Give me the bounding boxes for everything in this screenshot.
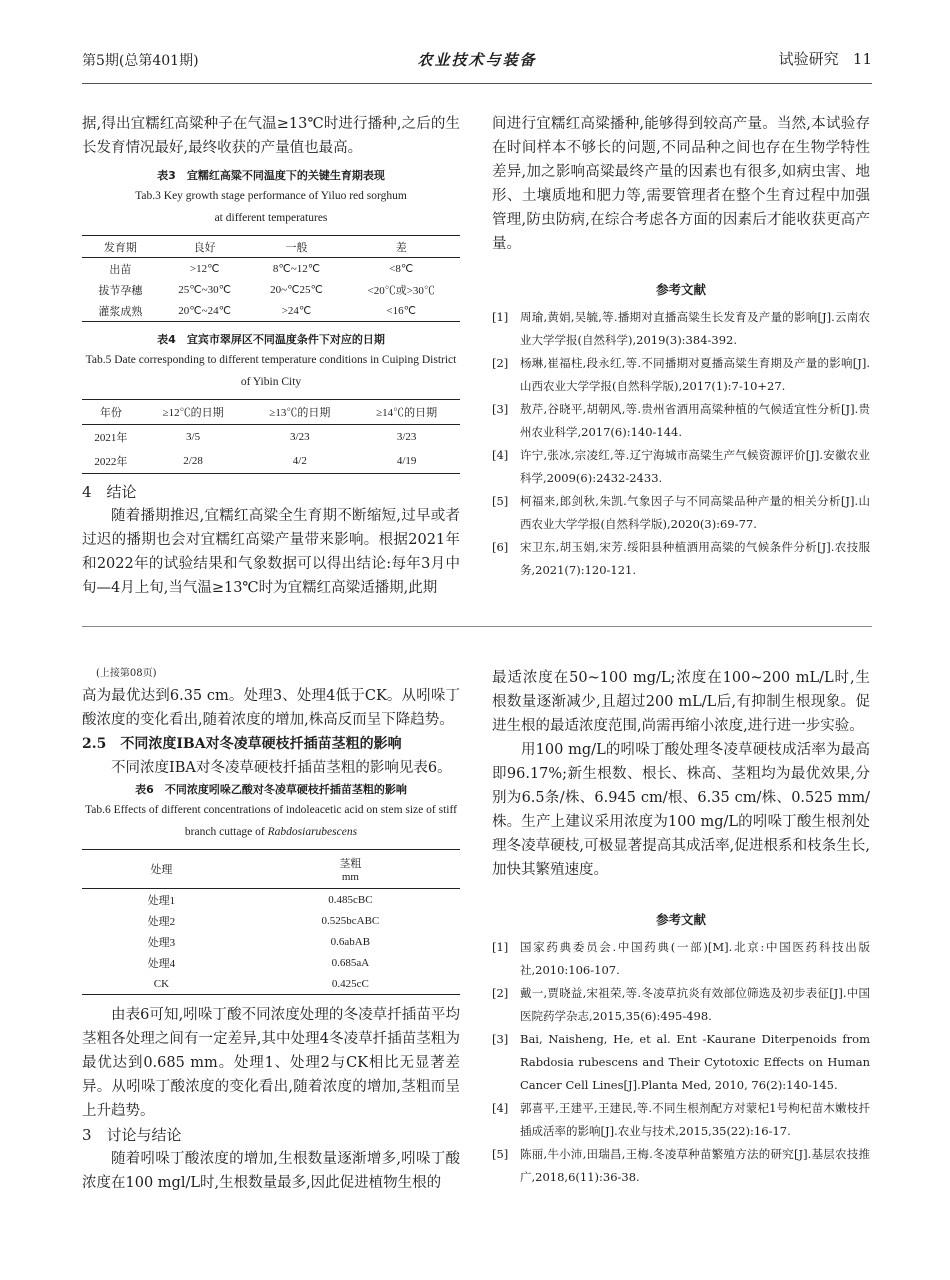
article-separator [82,626,872,627]
reference-text: 宋卫东,胡玉娟,宋芳.绥阳县种植酒用高粱的气候条件分析[J].农技服务,2021(7):120-121. [520,540,870,577]
table3-row [82,300,460,322]
table3-header: 差 [395,241,407,254]
reference-item [492,536,870,582]
reference-item [492,1143,870,1189]
reference-item [492,352,870,398]
top-left-paragraph-1: 据,得出宜糯红高粱种子在气温≥13℃时进行播种,之后的生长发育情况最好,最终收获的产量值也最高。 [82,116,460,156]
table6-row [82,931,460,952]
table3-cell: 25℃~30℃ [178,284,231,296]
table6-cell: 处理2 [147,915,176,928]
reference-text: 国家药典委员会.中国药典(一部)[M].北京:中国医药科技出版社,2010:106-107. [520,940,870,977]
reference-item [492,444,870,490]
table4-row [82,425,460,450]
table3-cell: >24℃ [281,305,312,317]
bottom-left-paragraph-3: 由表6可知,吲哚丁酸不同浓度处理的冬凌草扦插苗平均茎粗各处理之间有一定差异,其中处理4冬凌草扦插苗茎粗为最优达到0.685 mm。处理1、处理2与CK相比无显著差异。从吲哚丁酸浓度的变化看出,随着浓度的增加,茎粗而呈上升趋势。 [82,1007,460,1119]
table3-header: 一般 [285,241,308,254]
table6-caption-en-2-text: branch cuttage of [184,826,268,838]
reference-item [492,490,870,536]
table4-cell: 3/5 [186,431,201,443]
top-right-paragraph: 间进行宜糯红高粱播种,能够得到较高产量。当然,本试验存在时间样本不够长的问题,不同品种之间也存在生物学特性差异,加之影响高粱最终产量的因素也有很多,如病虫害、地形、土壤质地和肥力等,需要管理者在整个生育过程中加强管理,防虫防病,在综合考虑各方面的因素后才能收获更高产量。 [492,116,870,252]
journal-title: 农业技术与装备 [417,51,537,69]
top-left-column [82,112,460,600]
table3-caption-en-2: at different temperatures [214,212,328,224]
table3-row [82,258,460,280]
table6-cell: 0.685aA [331,956,370,969]
reference-text: 许宁,张冰,宗凌红,等.辽宁海城市高粱生产气候资源评价[J].安徽农业科学,2009(6):2432-2433. [520,448,870,485]
reference-number: [1] [492,940,509,954]
reference-text: 柯福来,郎剑秋,朱凯.气象因子与不同高粱品种产量的相关分析[J].山西农业大学学报(自然科学版),2020(3):69-77. [520,494,870,531]
table6-header: 处理 [150,864,173,876]
reference-item [492,306,870,352]
table3-cell: >12℃ [189,263,220,275]
header-rule [82,83,872,84]
table3-cell: 拔节孕穗 [98,284,143,297]
table3-cell: <20℃或>30℃ [367,284,435,297]
table4-row [82,449,460,474]
top-left-paragraph-2: 随着播期推迟,宜糯红高粱全生育期不断缩短,过早或者过迟的播期也会对宜糯红高粱产量带来影响。根据2021年和2022年的试验结果和气象数据可以得出结论:每年3月中旬—4月上旬,当气温≥13℃时为宜糯红高粱适播期,此期 [82,508,460,596]
reference-text: 戴一,贾晓益,宋祖荣,等.冬凌草抗炎有效部位筛选及初步表征[J].中国医院药学杂志,2015,35(6):495-498. [520,986,870,1023]
table6-header-unit: mm [341,871,359,883]
references-title: 参考文献 [655,912,706,927]
reference-item [492,1097,870,1143]
reference-text: 周瑜,黄娟,吴毓,等.播期对直播高粱生长发育及产量的影响[J].云南农业大学学报(自然科学),2019(3):384-392. [520,310,870,347]
table6-cell: 处理1 [147,894,176,907]
subsection-2-5-heading: 2.5 不同浓度IBA对冬凌草硬枝扦插苗茎粗的影响 [82,736,402,752]
table4-header-row [82,400,460,425]
table4-cell: 4/2 [292,455,307,467]
bottom-left-paragraph-1: 高为最优达到6.35 cm。处理3、处理4低于CK。从吲哚丁酸浓度的变化看出,随着浓度的增加,株高反而呈下降趋势。 [82,688,460,728]
table4-caption-cn: 表4 宜宾市翠屏区不同温度条件下对应的日期 [157,333,385,346]
table6-header-row [82,850,460,889]
reference-number: [5] [492,494,509,508]
reference-number: [6] [492,540,509,554]
table4-cell: 4/19 [396,455,417,467]
table3-cell: <8℃ [389,263,414,275]
section-4-heading: 4 结论 [82,483,137,501]
table6-cell: 0.525bcABC [321,914,380,927]
table4-header: ≥13℃的日期 [269,407,331,419]
table3-caption-en-1: Tab.3 Key growth stage performance of Yiluo red sorghum [135,190,407,202]
table6-header-stem [241,850,460,889]
table4-header: 年份 [99,407,122,419]
reference-number: [1] [492,310,509,324]
table6-caption-en-1: Tab.6 Effects of different concentrations of indoleacetic acid on stem size of stiff [85,804,457,816]
page-header [82,50,872,72]
table3-cell: 8℃~12℃ [272,263,321,275]
table4-caption-en-1: Tab.5 Date corresponding to different temperature conditions in Cuiping District [85,354,457,366]
table3-header: 发育期 [103,241,137,254]
table4-cell: 2021年 [94,432,128,444]
table4-cell: 3/23 [290,431,310,443]
reference-number: [3] [492,1032,509,1046]
table4-header: ≥12℃的日期 [162,407,224,419]
table6-cell: 处理4 [147,957,176,970]
table3-cell: 出苗 [109,263,132,276]
table3-header: 良好 [193,241,216,254]
table3 [82,235,460,322]
table6-cell: 0.485cBC [328,893,373,906]
table3-cell: 20~℃25℃ [270,284,323,296]
bottom-right-column [492,666,870,1189]
reference-item [492,398,870,444]
table6-row [82,889,460,911]
table4-cell: 3/23 [396,431,417,443]
reference-item [492,1028,870,1097]
table3-cell: 灌浆成熟 [98,305,143,318]
page-number: 11 [852,50,872,68]
table6-caption-en-2 [82,821,460,843]
reference-number: [2] [492,356,509,370]
top-right-column [492,112,870,582]
issue-label: 第5期(总第401期) [82,53,199,69]
table6-cell: 处理3 [147,936,176,949]
table6-row [82,952,460,973]
table4-header: ≥14℃的日期 [376,407,438,419]
table3-cell: <16℃ [386,305,416,317]
reference-item [492,936,870,982]
references-title: 参考文献 [655,282,706,297]
table3-caption-cn: 表3 宜糯红高粱不同温度下的关键生育期表现 [157,169,385,182]
table4-caption-en-2: of Yibin City [240,376,302,388]
reference-item [492,982,870,1028]
bottom-left-column [82,664,460,1195]
section-3-heading: 3 讨论与结论 [82,1126,182,1144]
table6-cell: CK [153,977,170,990]
reference-text: 郭喜平,王建平,王建民,等.不同生根剂配方对蒙杞1号枸杞苗木嫩枝扦插成活率的影响[J].农业与技术,2015,35(22):16-17. [520,1101,870,1138]
bottom-left-paragraph-2: 不同浓度IBA对冬凌草硬枝扦插苗茎粗的影响见表6。 [111,760,452,776]
reference-number: [2] [492,986,509,1000]
table6-row [82,910,460,931]
table6-header: 茎粗 [339,858,362,870]
reference-text: 敖芹,谷晓平,胡朝风,等.贵州省酒用高粱种植的气候适宜性分析[J].贵州农业科学,2017(6):140-144. [520,402,870,439]
reference-number: [4] [492,448,509,462]
table6-caption-cn: 表6 不同浓度吲哚乙酸对冬凌草硬枝扦插苗茎粗的影响 [135,783,407,796]
reference-text: 陈丽,牛小沛,田瑞昌,王梅.冬凌草种苗繁殖方法的研究[J].基层农技推广,2018,6(11):36-38. [520,1147,870,1184]
reference-number: [4] [492,1101,509,1115]
bottom-right-paragraph-2: 用100 mg/L的吲哚丁酸处理冬凌草硬枝成活率为最高即96.17%;新生根数、根长、株高、茎粗均为最优效果,分别为6.5条/株、6.945 cm/根、6.35 cm/株、0.525 mm/株。生产上建议采用浓度为100 mg/L的吲哚丁酸生根剂处理冬凌草硬枝,可极显著提高其成活率,促进根系和枝条生长,加快其繁殖速度。 [492,742,870,878]
bottom-right-paragraph-1: 最适浓度在50~100 mg/L;浓度在100~200 mL/L时,生根数量逐渐减少,且超过200 mL/L后,有抑制生根现象。促进生根的最适浓度范围,尚需再缩小浓度,进行进一步实验。 [492,670,870,734]
reference-number: [5] [492,1147,509,1161]
table6-row [82,973,460,995]
table4 [82,399,460,474]
table3-cell: 20℃~24℃ [178,305,231,317]
table4-cell: 2022年 [94,456,128,468]
bottom-left-paragraph-4: 随着吲哚丁酸浓度的增加,生根数量逐渐增多,吲哚丁酸浓度在100 mgl/L时,生根数量最多,因此促进植物生根的 [82,1151,460,1191]
table3-header-row [82,236,460,258]
reference-number: [3] [492,402,509,416]
table3-row [82,279,460,300]
table6-cell: 0.425cC [331,977,369,990]
table6-caption-species: Rabdosiarubescens [267,826,358,838]
continued-note: (上接第08页) [96,668,157,679]
reference-text: Bai, Naisheng, He, et al. Ent -Kaurane Diterpenoids from Rabdosia rubescens and Their Cytotoxic Effects on Human Cancer Cell Lines[J].Planta Med, 2010, 76(2):140-145. [520,1032,870,1092]
section-page-label [779,48,872,69]
reference-text: 杨琳,崔福柱,段永红,等.不同播期对夏播高粱生育期及产量的影响[J].山西农业大学学报(自然科学版),2017(1):7-10+27. [520,356,870,393]
section-label: 试验研究 [778,50,839,68]
table6 [82,849,460,995]
table4-cell: 2/28 [183,455,203,467]
table6-cell: 0.6abAB [330,935,371,948]
